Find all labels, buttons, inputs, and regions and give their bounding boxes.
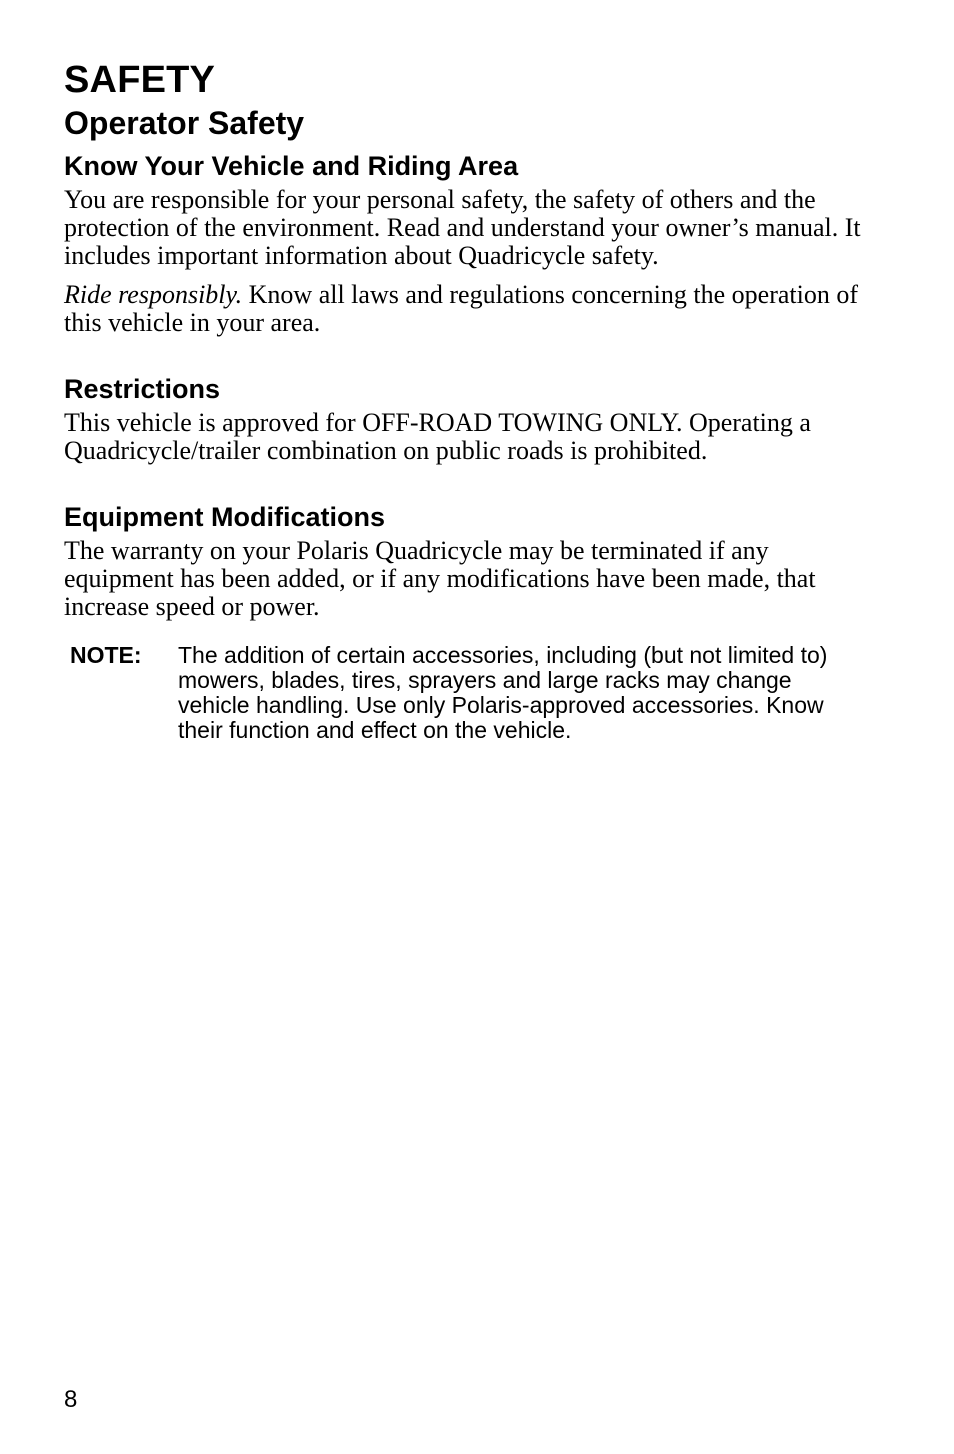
section-heading: Know Your Vehicle and Riding Area xyxy=(64,151,519,181)
section-restrictions xyxy=(64,373,864,465)
section-heading: Restrictions xyxy=(64,374,221,404)
ride-responsibly-text: Know all laws and regulations concerning the operation of this vehicle in your area. xyxy=(64,280,859,337)
body-paragraph: The warranty on your Polaris Quadricycle may be terminated if any equipment has been added, or if any modifications have been made, that increase speed or power. xyxy=(64,536,816,621)
ride-responsibly-paragraph xyxy=(64,281,864,337)
manual-page xyxy=(64,58,864,743)
body-paragraph: You are responsible for your personal safety, the safety of others and the protection of the environment. Read and understand your owner’s manual. It includes important information about Quadricycle safety. xyxy=(64,185,861,270)
section-know-your-vehicle xyxy=(64,150,864,337)
page-number: 8 xyxy=(64,1386,78,1413)
note-text: The addition of certain accessories, including (but not limited to) mowers, blades, tires, sprayers and large racks may change vehicle handling. Use only Polaris-approved accessories. Know their function and effect on the vehicle. xyxy=(178,642,828,743)
note-block xyxy=(70,643,864,743)
note-label: NOTE: xyxy=(70,642,142,668)
section-heading: Equipment Modifications xyxy=(64,502,385,532)
body-paragraph: This vehicle is approved for OFF-ROAD TOWING ONLY. Operating a Quadricycle/trailer combination on public roads is prohibited. xyxy=(64,408,811,465)
section-equipment-modifications xyxy=(64,501,864,621)
page-subtitle: Operator Safety xyxy=(64,105,305,141)
page-title: SAFETY xyxy=(64,59,216,101)
ride-responsibly-emphasis: Ride responsibly. xyxy=(64,280,243,309)
